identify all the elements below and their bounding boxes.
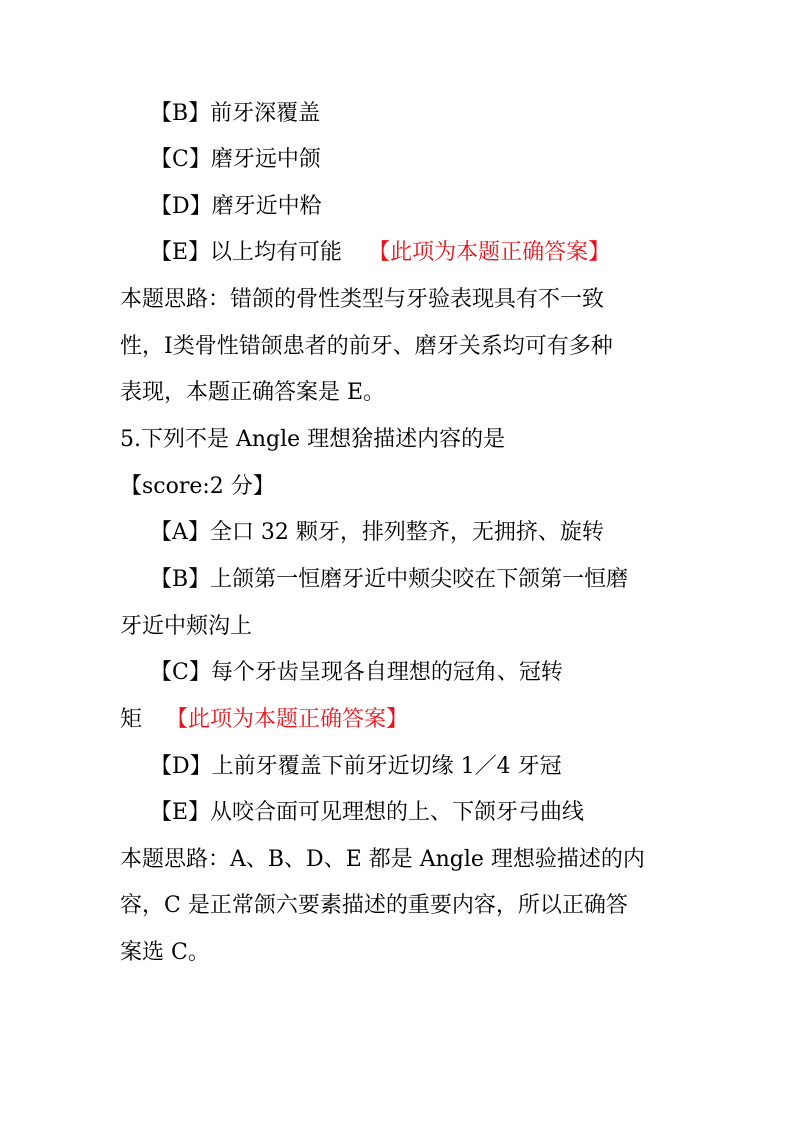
q4-explanation-line: 本题思路：错颌的骨性类型与牙验表现具有不一致 <box>120 287 605 312</box>
q5-explanation-line: 本题思路：A、B、D、E 都是 Angle 理想验描述的内 <box>120 847 645 872</box>
q5-option-c-continuation-text: 矩 <box>120 707 143 732</box>
q4-correct-answer-mark: 【此项为本题正确答案】 <box>368 240 611 265</box>
q4-explanation-line: 表现，本题正确答案是 E。 <box>120 380 386 405</box>
q5-stem: 5.下列不是 Angle 理想猞描述内容的是 <box>120 427 506 452</box>
q5-option-c: 【C】每个牙齿呈现各自理想的冠角、冠转 <box>150 660 563 685</box>
q4-explanation-line: 性，Ⅰ类骨性错颌患者的前牙、磨牙关系均可有多种 <box>120 334 613 359</box>
q5-score: 【score:2 分】 <box>120 474 275 499</box>
q5-correct-answer-mark: 【此项为本题正确答案】 <box>166 707 409 732</box>
q4-option-b: 【B】前牙深覆盖 <box>150 101 321 126</box>
q5-explanation-line: 案选 C。 <box>120 940 210 965</box>
q5-option-c-continuation <box>120 705 408 735</box>
q5-option-e: 【E】从咬合面可见理想的上、下颌牙弓曲线 <box>150 800 585 825</box>
q5-option-a: 【A】全口 32 颗牙，排列整齐，无拥挤、旋转 <box>150 520 604 545</box>
q4-option-d: 【D】磨牙近中粭 <box>150 194 322 219</box>
q4-option-c: 【C】磨牙远中颌 <box>150 147 321 172</box>
q5-option-b: 【B】上颌第一恒磨牙近中颊尖咬在下颌第一恒磨 <box>150 567 629 592</box>
q5-option-d: 【D】上前牙覆盖下前牙近切缘 1／4 牙冠 <box>150 754 562 779</box>
q4-option-e-text: 【E】以上均有可能 <box>150 240 343 265</box>
q5-option-b-continuation: 牙近中颊沟上 <box>120 614 253 639</box>
q4-option-e <box>150 238 610 268</box>
q5-explanation-line: 容，C 是正常颌六要素描述的重要内容，所以正确答 <box>120 893 628 918</box>
